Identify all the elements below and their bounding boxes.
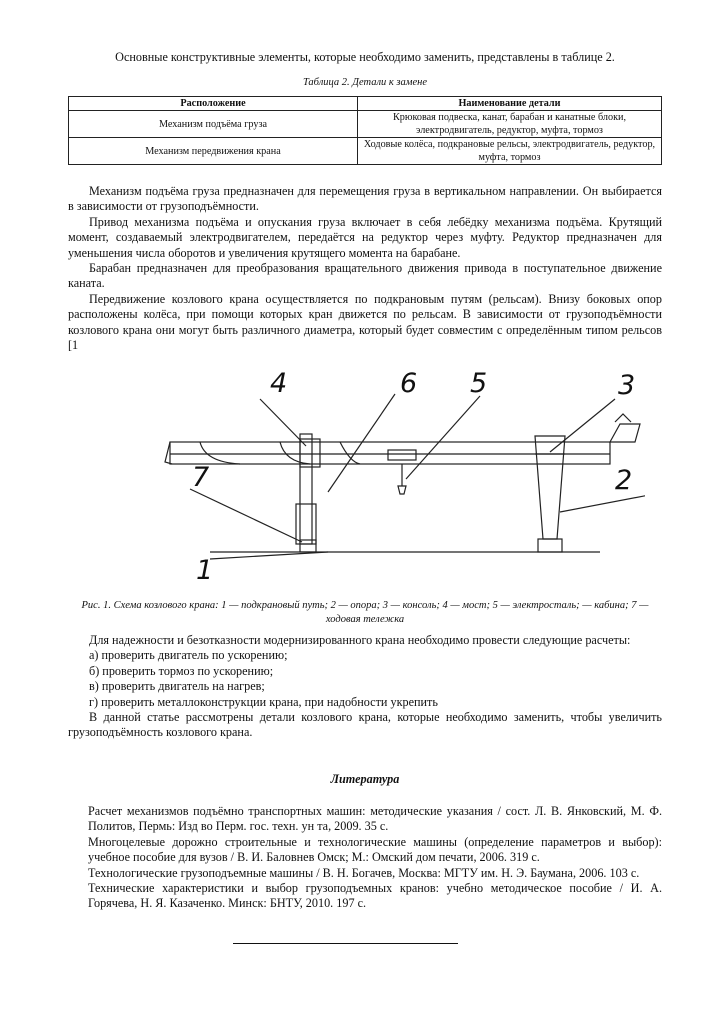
label-1: 1	[196, 555, 214, 586]
table-caption: Таблица 2. Детали к замене	[302, 77, 428, 88]
label-6: 6	[400, 368, 418, 399]
label-3: 3	[618, 370, 636, 401]
list-item: а) проверить двигатель по ускорению;	[89, 648, 288, 663]
figure-caption: Рис. 1. Схема козлового крана: 1 — подкрановый путь; 2 — опора; 3 — консоль; 4 — мост; 5 — электросталь; — кабина; 7 — ходовая тележка	[81, 600, 649, 625]
intro-paragraph: Основные конструктивные элементы, которые необходимо заменить, представлены в таблице 2.	[115, 50, 615, 64]
girder-truss-arcs	[200, 442, 360, 464]
list-item: в) проверить двигатель на нагрев;	[89, 679, 265, 694]
table-row	[69, 111, 662, 138]
label-4: 4	[270, 368, 288, 399]
right-travel-carriage	[538, 539, 562, 552]
column-header-part-name: Наименование детали	[358, 97, 662, 111]
leader-line-4	[260, 399, 306, 446]
leader-line-2	[560, 492, 645, 512]
reference-list	[88, 804, 662, 912]
bridge-girder	[170, 442, 610, 464]
leader-line-3	[550, 399, 615, 452]
body-section-1	[68, 184, 662, 353]
leader-line-1	[210, 552, 328, 559]
calculations-lead: Для надежности и безотказности модернизированного крана необходимо провести следующие расчеты:	[89, 633, 631, 647]
cantilever-top	[615, 414, 631, 422]
paragraph-lifting-mechanism: Механизм подъёма груза предназначен для перемещения груза в вертикальном направлении. Он выбирается в зависимости от грузоподъёмности.	[68, 184, 662, 214]
paragraph-drum: Барабан предназначен для преобразования вращательного движения привода в поступательное движение каната.	[68, 261, 662, 291]
leader-line-5	[406, 396, 480, 479]
left-support-leg	[300, 434, 312, 544]
closing-paragraph: В данной статье рассмотрены детали козлового крана, которые необходимо заменить, чтобы увеличить грузоподъёмность козлового крана.	[68, 710, 662, 740]
left-travel-carriage	[300, 540, 316, 552]
list-item: б) проверить тормоз по ускорению;	[89, 663, 274, 678]
table-cell-location: Механизм подъёма груза	[69, 111, 358, 138]
paragraph-travel: Передвижение козлового крана осуществляется по подкрановым путям (рельсам). Внизу боковых опор расположены колёса, при помощи которых кран движется по рельсам. В зависимости от грузоподъёмности козлового крана они могут быть различного диаметра, который будет совместим с определённым типом рельсов [1	[68, 291, 662, 353]
list-item: г) проверить металлоконструкции крана, при надобности укрепить	[89, 694, 438, 709]
column-header-location: Расположение	[69, 97, 358, 111]
reference-item: Многоцелевые дорожно строительные и технологические машины (определение параметров и выбор): учебное пособие для вузов / В. И. Баловнев Омск; М.: Омский дом печати, 2006. 319 с.	[88, 834, 662, 865]
parts-table	[68, 96, 662, 165]
cantilever	[610, 424, 640, 442]
paragraph-drive: Привод механизма подъёма и опускания груза включает в себя лебёдку механизма подъёма. Крутящий момент, создаваемый электродвигателем, передаётся на редуктор через муфту. Редуктор предназначен для уменьшения числа оборотов и увеличения крутящего момента на барабане.	[68, 214, 662, 260]
footnote-separator	[233, 943, 458, 944]
table-cell-parts: Ходовые колёса, подкрановые рельсы, электродвигатель, редуктор, муфта, тормоз	[358, 138, 662, 165]
electric-hoist	[388, 450, 416, 460]
hook-block	[398, 486, 406, 494]
cabin	[296, 504, 316, 544]
leader-line-7	[190, 489, 302, 542]
reference-item: Расчет механизмов подъёмно транспортных машин: методические указания / сост. Л. В. Янковский, М. Ф. Политов, Пермь: Изд во Перм. гос. техн. ун та, 2009. 35 с.	[88, 804, 662, 834]
table-cell-location: Механизм передвижения крана	[69, 138, 358, 165]
label-2: 2	[615, 465, 633, 496]
table-header-row	[69, 97, 662, 111]
body-section-2	[68, 633, 662, 741]
gantry-crane-diagram	[110, 364, 645, 586]
label-7: 7	[192, 462, 210, 493]
reference-item: Технические характеристики и выбор грузоподъемных кранов: учебно методическое пособие / И. А. Горячева, Н. Я. Казаченко. Минск: БНТУ, 2010. 197 с.	[88, 881, 662, 911]
table-row	[69, 138, 662, 165]
girder-end-left	[165, 442, 172, 464]
reference-item: Технологические грузоподъемные машины / В. Н. Богачев, Москва: МГТУ им. Н. Э. Баумана, 2006. 103 с.	[88, 865, 640, 880]
label-5: 5	[470, 368, 488, 399]
literature-heading: Литература	[330, 772, 400, 786]
leader-line-6	[328, 394, 395, 492]
table-cell-parts: Крюковая подвеска, канат, барабан и канатные блоки, электродвигатель, редуктор, муфта, тормоз	[358, 111, 662, 138]
